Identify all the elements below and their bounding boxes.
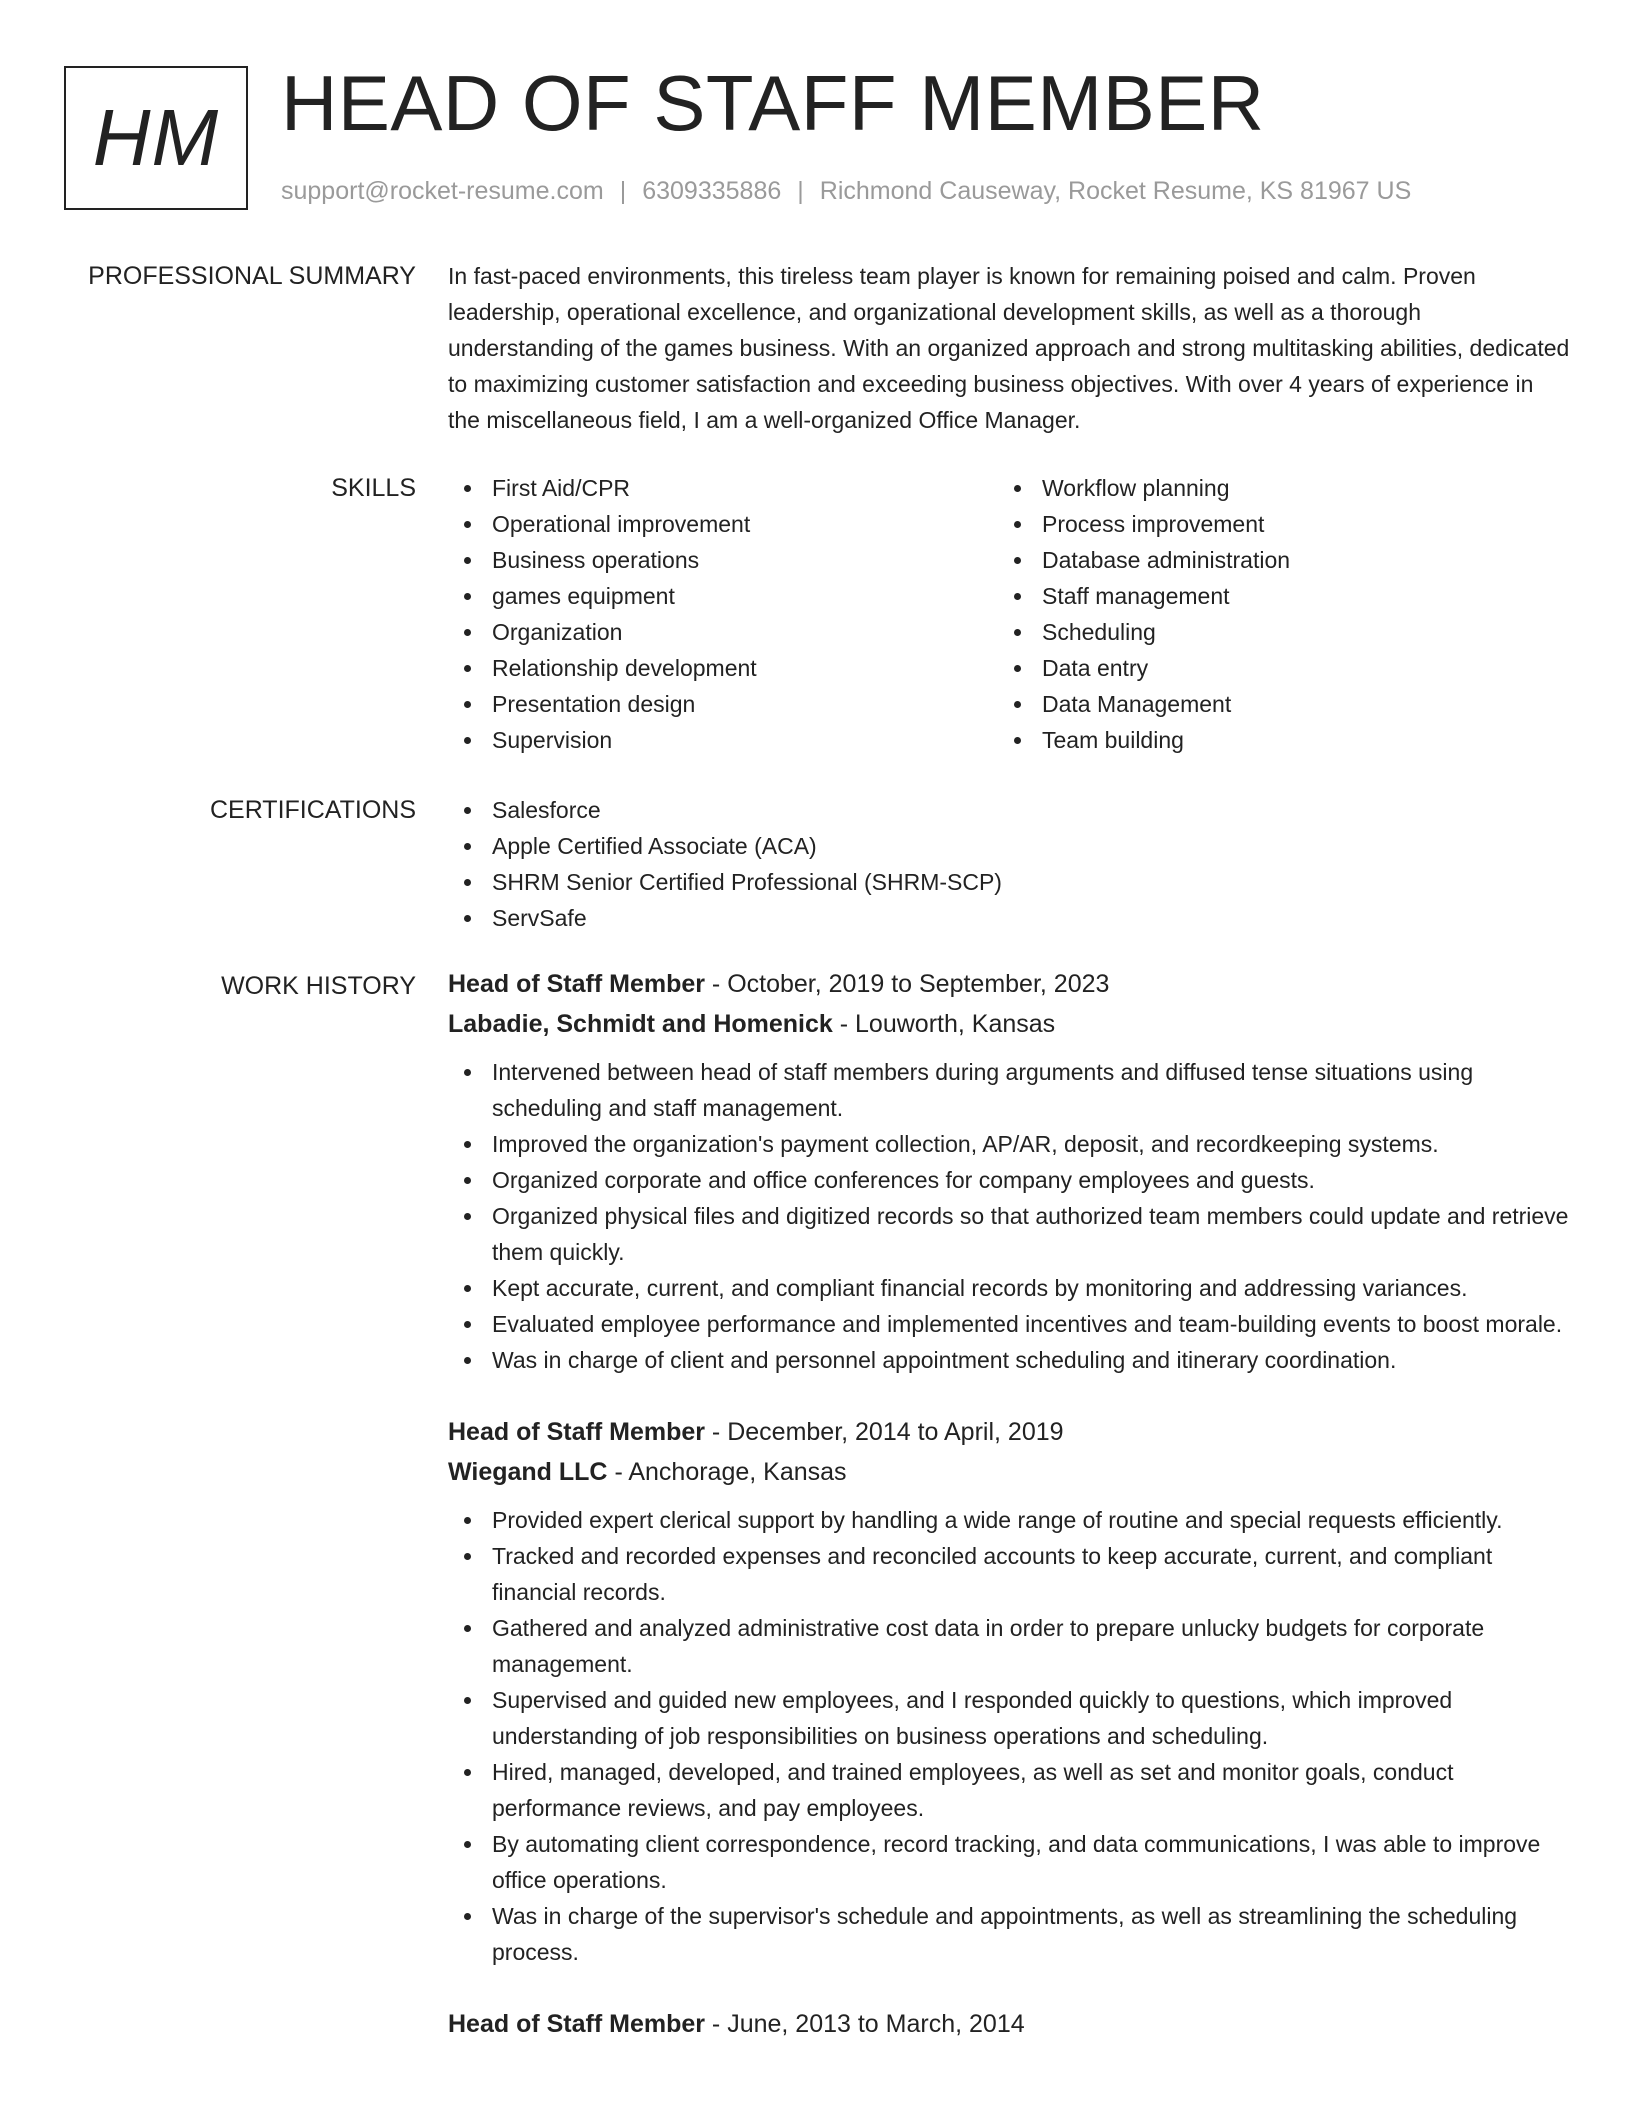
skills-column-left xyxy=(448,470,998,758)
skills-list xyxy=(448,470,1570,758)
job-title: Head of Staff Member xyxy=(448,1418,705,1446)
job-bullet: Was in charge of the supervisor's schedule and appointments, as well as streamlining the scheduling process. xyxy=(448,1898,1570,1970)
certifications-heading: CERTIFICATIONS xyxy=(209,796,416,824)
skill-item: Workflow planning xyxy=(998,470,1548,506)
job-bullet: Evaluated employee performance and implemented incentives and team-building events to boost morale. xyxy=(448,1306,1570,1342)
job-title-line xyxy=(448,2004,1570,2044)
summary-text: In fast-paced environments, this tireless team player is known for remaining poised and calm. Proven leadership, operational excellence, and organizational development skills, as well as a thorough understanding of the games business. With an organized approach and strong multitasking abilities, dedicated to maximizing customer satisfaction and exceeding business objectives. With over 4 years of experience in the miscellaneous field, I am a well-organized Office Manager. xyxy=(448,263,1570,433)
job-bullet: Kept accurate, current, and compliant financial records by monitoring and addressing variances. xyxy=(448,1270,1570,1306)
job-bullet: Supervised and guided new employees, and I responded quickly to questions, which improved understanding of job responsibilities on business operations and scheduling. xyxy=(448,1682,1570,1754)
certifications-list xyxy=(448,792,1570,936)
job-bullet: Intervened between head of staff members during arguments and diffused tense situations using scheduling and staff management. xyxy=(448,1054,1570,1126)
summary-heading: PROFESSIONAL SUMMARY xyxy=(88,262,416,290)
job-location: - Louworth, Kansas xyxy=(832,1010,1056,1038)
skill-item: Relationship development xyxy=(448,650,998,686)
skill-item: Data entry xyxy=(998,650,1548,686)
job-title: Head of Staff Member xyxy=(448,970,705,998)
job-bullet: Improved the organization's payment collection, AP/AR, deposit, and recordkeeping systems. xyxy=(448,1126,1570,1162)
skill-item: Data Management xyxy=(998,686,1548,722)
contact-line xyxy=(281,174,1411,208)
skill-item: Scheduling xyxy=(998,614,1548,650)
contact-email[interactable]: support@rocket-resume.com xyxy=(281,177,604,205)
job-company-line xyxy=(448,1452,1570,1492)
job-responsibilities xyxy=(448,1054,1570,1378)
job-location: - Anchorage, Kansas xyxy=(607,1458,847,1486)
skill-item: Business operations xyxy=(448,542,998,578)
certification-item: Salesforce xyxy=(448,792,1570,828)
skills-heading: SKILLS xyxy=(331,474,416,502)
job-bullet: Provided expert clerical support by handling a wide range of routine and special requests efficiently. xyxy=(448,1502,1570,1538)
job-bullet: Tracked and recorded expenses and reconciled accounts to keep accurate, current, and compliant financial records. xyxy=(448,1538,1570,1610)
skill-item: Operational improvement xyxy=(448,506,998,542)
contact-separator: | xyxy=(619,177,627,205)
job-bullet: Hired, managed, developed, and trained employees, as well as set and monitor goals, conduct performance reviews, and pay employees. xyxy=(448,1754,1570,1826)
job-bullet: Was in charge of client and personnel appointment scheduling and itinerary coordination. xyxy=(448,1342,1570,1378)
job-entry xyxy=(448,964,1570,1378)
job-bullet: Gathered and analyzed administrative cost data in order to prepare unlucky budgets for corporate management. xyxy=(448,1610,1570,1682)
skill-item: Staff management xyxy=(998,578,1548,614)
certification-item: SHRM Senior Certified Professional (SHRM-SCP) xyxy=(448,864,1570,900)
skill-item: Organization xyxy=(448,614,998,650)
job-company: Wiegand LLC xyxy=(448,1458,608,1486)
skill-item: Team building xyxy=(998,722,1548,758)
certification-item: Apple Certified Associate (ACA) xyxy=(448,828,1570,864)
skill-item: First Aid/CPR xyxy=(448,470,998,506)
job-entry xyxy=(448,2004,1570,2044)
skill-item: Supervision xyxy=(448,722,998,758)
work-history-heading: WORK HISTORY xyxy=(221,972,416,1000)
job-responsibilities xyxy=(448,1502,1570,1970)
contact-separator: | xyxy=(797,177,804,205)
monogram-logo: HM xyxy=(64,66,248,210)
certification-item: ServSafe xyxy=(448,900,1570,936)
job-bullet: Organized physical files and digitized records so that authorized team members could update and retrieve them quickly. xyxy=(448,1198,1570,1270)
job-bullet: By automating client correspondence, record tracking, and data communications, I was able to improve office operations. xyxy=(448,1826,1570,1898)
skill-item: games equipment xyxy=(448,578,998,614)
contact-address: Richmond Causeway, Rocket Resume, KS 81967 US xyxy=(819,177,1412,205)
job-dates: - June, 2013 to March, 2014 xyxy=(704,2010,1025,2038)
work-history-jobs xyxy=(448,964,1570,2078)
job-dates: - October, 2019 to September, 2023 xyxy=(704,970,1110,998)
contact-phone[interactable]: 6309335886 xyxy=(642,177,782,205)
skill-item: Process improvement xyxy=(998,506,1548,542)
job-title-line xyxy=(448,964,1570,1004)
skills-column-right xyxy=(998,470,1548,758)
skill-item: Database administration xyxy=(998,542,1548,578)
job-title-line xyxy=(448,1412,1570,1452)
job-company-line xyxy=(448,1004,1570,1044)
certifications-bullets xyxy=(448,792,1570,936)
job-company: Labadie, Schmidt and Homenick xyxy=(448,1010,833,1038)
job-title: Head of Staff Member xyxy=(448,2010,705,2038)
resume-name: HEAD OF STAFF MEMBER xyxy=(281,59,1265,147)
job-entry xyxy=(448,1412,1570,1970)
skill-item: Presentation design xyxy=(448,686,998,722)
job-bullet: Organized corporate and office conferences for company employees and guests. xyxy=(448,1162,1570,1198)
job-dates: - December, 2014 to April, 2019 xyxy=(704,1418,1064,1446)
